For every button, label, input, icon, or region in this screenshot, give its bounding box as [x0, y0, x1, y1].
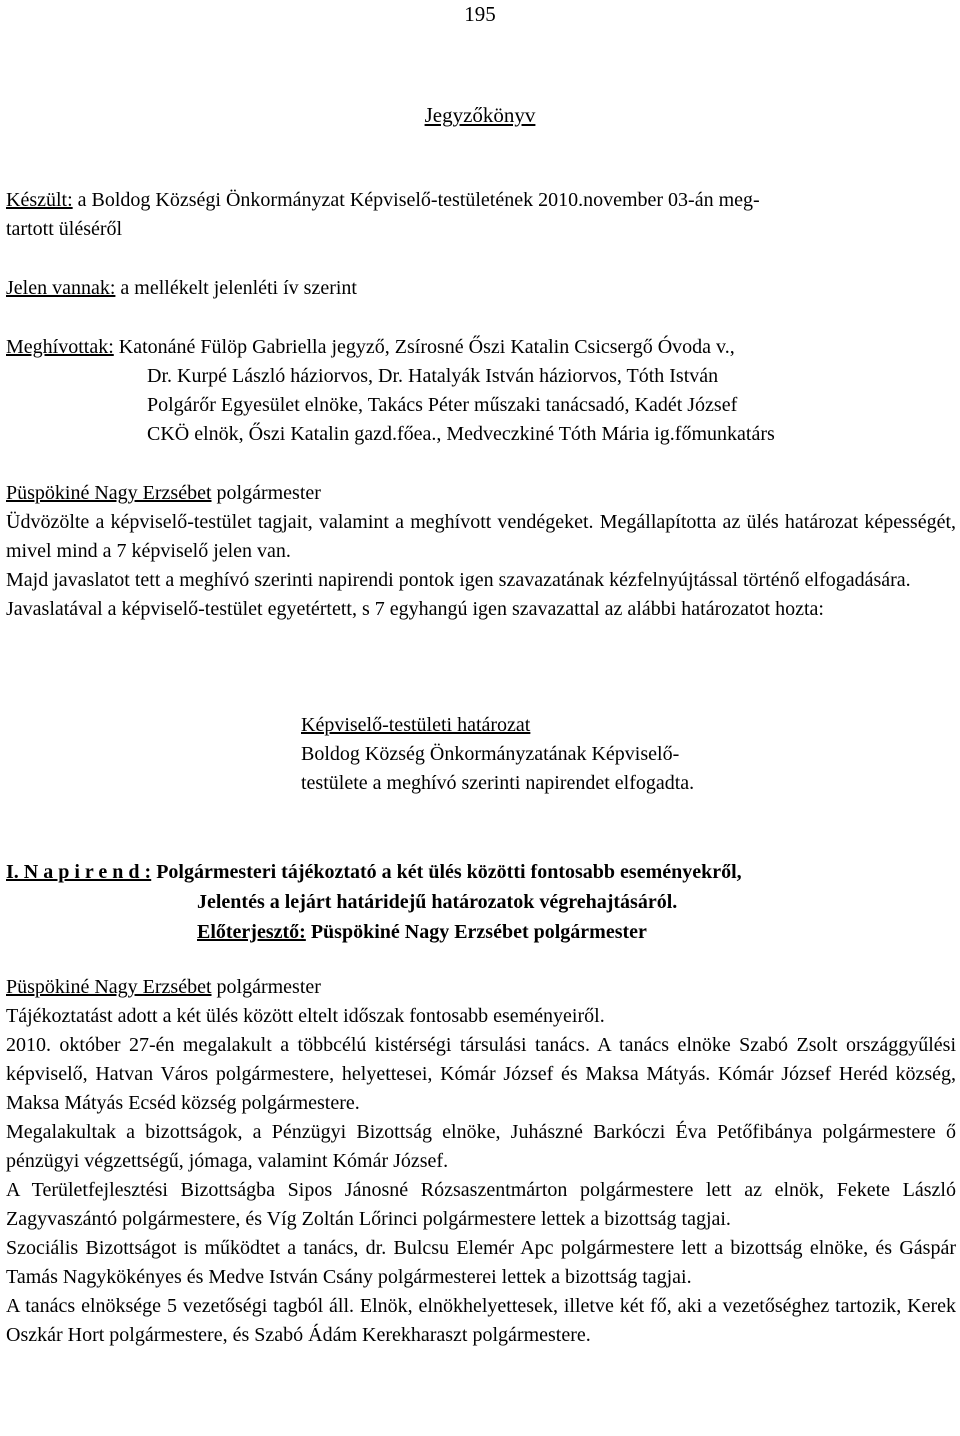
body-paragraph: Tájékoztatást adott a két ülés között eltelt időszak fontosabb eseményeiről.	[6, 1005, 605, 1027]
body-paragraph: Megalakultak a bizottságok, a Pénzügyi Bizottság elnöke, Juhászné Barkóczi Éva Petőfibánya polgármestere ő pénzügyi végzettségű, jómaga, valamint Kómár József.	[6, 1121, 956, 1172]
meghivottak-continuation	[147, 362, 957, 449]
body-paragraph: A tanács elnöksége 5 vezetőségi tagból áll. Elnök, elnökhelyettesek, illetve két fő, aki a vezetőséghez tartozik, Kerek Oszkár Hort polgármestere, és Szabó Ádám Kerekharaszt polgármestere.	[6, 1295, 956, 1346]
keszult-section	[6, 186, 956, 244]
speaker-1-name: Püspökiné Nagy Erzsébet	[6, 482, 212, 504]
keszult-text-1: a Boldog Községi Önkormányzat Képviselő-testületének 2010.november 03-án meg-	[72, 189, 760, 211]
agenda-text-1: Polgármesteri tájékoztató a két ülés közötti fontosabb eseményekről,	[151, 861, 742, 883]
document-title: Jegyzőkönyv	[424, 103, 536, 127]
speaker-2-section	[6, 973, 956, 1350]
jelen-section	[6, 274, 956, 303]
meghivottak-text-4: CKÖ elnök, Őszi Katalin gazd.főea., Medveczkiné Tóth Mária ig.főmunkatárs	[147, 423, 775, 445]
resolution-heading: Képviselő-testületi határozat	[301, 714, 531, 736]
paragraph-1: Üdvözölte a képviselő-testület tagjait, valamint a meghívott vendégeket. Megállapította az ülés határozat képességét, mivel mind a 7 képviselő jelen van.	[6, 511, 956, 562]
keszult-text-2: tartott üléséről	[6, 218, 123, 240]
meghivottak-text-3: Polgárőr Egyesület elnöke, Takács Péter műszaki tanácsadó, Kadét József	[147, 394, 738, 416]
meghivottak-section	[6, 333, 956, 362]
speaker-2-name: Püspökiné Nagy Erzsébet	[6, 976, 212, 998]
agenda-text-2: Jelentés a lejárt határidejű határozatok végrehajtásáról.	[197, 891, 678, 913]
jelen-label: Jelen vannak:	[6, 277, 116, 299]
body-paragraph: Szociális Bizottságot is működtet a tanács, dr. Bulcsu Elemér Apc polgármestere lett a bizottság elnöke, és Gáspár Tamás Nagykökényes és Medve István Csány polgármesterei lettek a bizottság tagjai.	[6, 1237, 956, 1288]
resolution-text-2: testülete a meghívó szerinti napirendet elfogadta.	[301, 772, 695, 794]
agenda-presenter-label: Előterjesztő:	[197, 921, 306, 943]
jelen-text: a mellékelt jelenléti ív szerint	[115, 277, 357, 299]
agenda-label: I. N a p i r e n d :	[6, 861, 152, 883]
agenda-continuation	[197, 887, 957, 947]
speaker-1-section	[6, 479, 956, 624]
keszult-label: Készült:	[6, 189, 73, 211]
speaker-2-role: polgármester	[211, 976, 321, 998]
resolution-text-1: Boldog Község Önkormányzatának Képviselő-	[301, 743, 680, 765]
agenda-heading	[6, 857, 956, 887]
meghivottak-label: Meghívottak:	[6, 336, 114, 358]
paragraph-3: Javaslatával a képviselő-testület egyetértett, s 7 egyhangú igen szavazattal az alábbi határozatot hozta:	[6, 598, 824, 620]
resolution-block	[301, 711, 821, 798]
body-paragraph: 2010. október 27-én megalakult a többcélú kistérségi társulási tanács. A tanács elnöke Szabó Zsolt országgyűlési képviselő, Hatvan Város polgármestere, helyettesei, Kómár József és Maksa Mátyás. Kómár József Heréd község, Maksa Mátyás Ecséd község polgármestere.	[6, 1034, 956, 1114]
body-paragraph: A Területfejlesztési Bizottságba Sipos Jánosné Rózsaszentmárton polgármestere lett az elnök, Fekete László Zagyvaszántó polgármestere, és Víg Zoltán Lőrinci polgármestere lettek a bizottság tagjai.	[6, 1179, 956, 1230]
agenda-presenter: Püspökiné Nagy Erzsébet polgármester	[305, 921, 647, 943]
paragraph-2: Majd javaslatot tett a meghívó szerinti napirendi pontok igen szavazatának kézfelnyújtással történő elfogadására.	[6, 569, 911, 591]
meghivottak-text-1: Katonáné Fülöp Gabriella jegyző, Zsírosné Őszi Katalin Csicsergő Óvoda v.,	[113, 336, 735, 358]
speaker-1-role: polgármester	[211, 482, 321, 504]
page-number: 195	[464, 2, 496, 26]
meghivottak-text-2: Dr. Kurpé László háziorvos, Dr. Hatalyák István háziorvos, Tóth István	[147, 365, 719, 387]
